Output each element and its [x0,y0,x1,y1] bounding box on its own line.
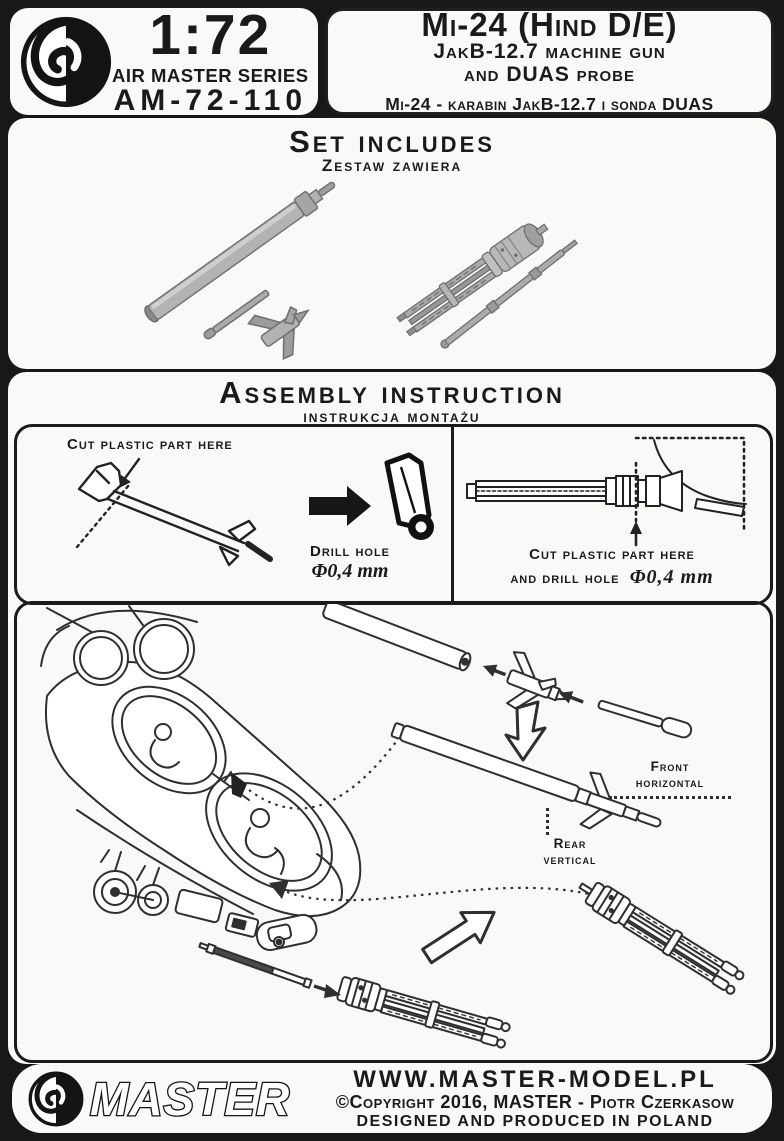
set-includes-subtitle-pl: Zestaw zawiera [321,156,463,175]
kit-title: Mi-24 (Hind D/E) [421,6,678,44]
rear-label-line1: Rear [553,836,587,851]
probe-tip-part [597,697,693,739]
probe-exploded-parts [322,604,693,760]
gun-assembled [573,874,746,996]
gun-drill-diameter: Φ0,4 mm [629,565,714,588]
gun-cut-callout-line2 [454,565,770,590]
kit-subtitle-en-1: JakB-12.7 machine gun [433,40,666,64]
footer-logo-wordmark: MASTER [90,1072,291,1125]
front-label-line1: Front [650,759,690,774]
duas-tube-part [141,175,340,325]
helicopter-nose-drawing [41,606,360,952]
gun-cut-callout-line1: Cut plastic part here [529,546,695,563]
footer-panel [12,1064,772,1133]
front-horizontal-label [603,759,737,790]
master-spiral-logo-icon [20,16,112,108]
header-left-text [112,2,319,118]
duas-pitot-part [203,289,270,340]
set-includes-panel [8,118,776,369]
cut-callout: Cut plastic part here [67,436,233,453]
rear-dotted-line [546,808,549,835]
scale-text: 1:72 [149,2,272,67]
main-diagram-box [14,601,773,1063]
series-text: AIR MASTER SERIES [112,64,309,86]
arrow-right-icon [309,486,371,526]
product-code: AM-72-110 [113,84,307,118]
gun-cut-callout [454,546,770,590]
kit-subtitle-en-2: and DUAS probe [463,63,635,86]
drill-diameter: Φ0,4 mm [311,560,389,583]
assembly-title: Assembly instruction [219,375,565,410]
arrow-left-icon [481,660,508,681]
set-parts-illustration [8,170,776,366]
step-gun-box [454,427,770,602]
hollow-down-arrow-icon [506,702,545,760]
cut-off-bracket-part [387,455,434,540]
rear-vertical-label [515,836,625,867]
header-right-panel [325,8,774,115]
footer-copyright: ©Copyright 2016, MASTER - Piotr Czerkasow [335,1092,735,1112]
gun-without-rod [336,975,511,1050]
main-diagram-illustration [17,604,764,1054]
step-cut-box [17,427,454,602]
gun-rod [199,941,312,988]
footer-website: WWW.MASTER-MODEL.PL [353,1065,717,1093]
kit-subtitle-pl: Mi-24 - karabin JakB-12.7 i sonda DUAS [385,93,714,114]
header-left-panel [10,2,318,118]
hollow-up-arrow-icon [417,897,504,971]
set-includes-title: Set includes [289,124,495,159]
assembly-step-boxes [14,424,773,605]
assembly-subtitle-pl: instrukcja montażu [303,407,481,426]
front-label-line2: horizontal [635,774,705,790]
footer-text-block [314,1067,760,1131]
front-dotted-line [609,796,731,799]
gun-cut-callout-line2-text: and drill hole [510,569,620,587]
drill-hole-block [285,543,415,583]
footer-madein: DESIGNED AND PRODUCED IN POLAND [356,1112,714,1130]
master-spiral-logo-icon [28,1071,84,1127]
rear-label-line2: vertical [543,851,597,867]
assembly-panel [8,372,776,1064]
master-logo-text [88,1071,314,1127]
drill-hole-label: Drill hole [310,543,390,560]
